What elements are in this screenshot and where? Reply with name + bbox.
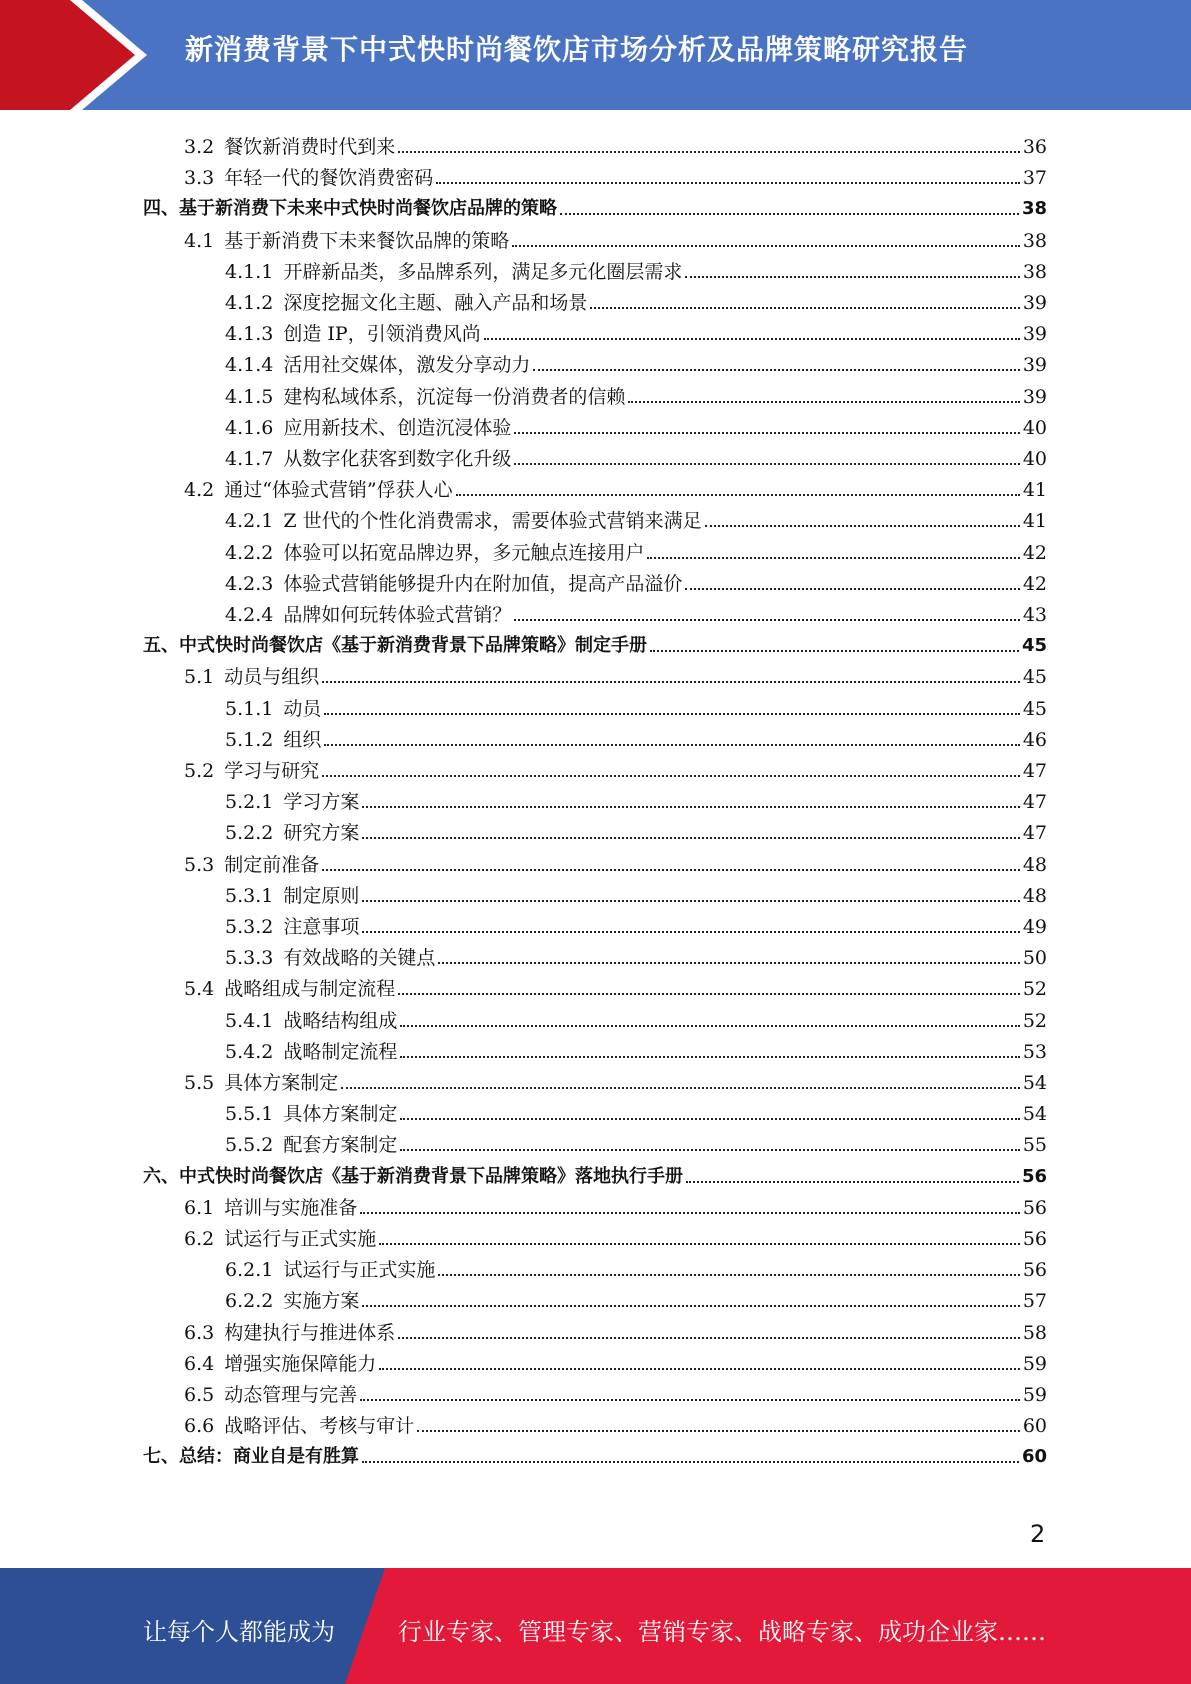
toc-entry-number: 6.5 bbox=[184, 1384, 215, 1406]
toc-leader-dots bbox=[533, 369, 1019, 371]
toc-entry[interactable] bbox=[184, 1220, 1047, 1251]
toc-leader-dots bbox=[417, 1430, 1020, 1432]
toc-entry[interactable] bbox=[184, 752, 1047, 783]
toc-leader-dots bbox=[686, 1181, 1019, 1183]
toc-entry-title: 动员与组织 bbox=[224, 666, 320, 689]
toc-leader-dots bbox=[341, 1087, 1020, 1089]
toc-entry[interactable] bbox=[225, 814, 1047, 845]
toc-entry-title: 制定前准备 bbox=[224, 853, 320, 876]
toc-entry-number: 5.1.2 bbox=[225, 728, 274, 751]
toc-entry-title: 战略评估、考核与审计 bbox=[224, 1415, 415, 1438]
toc-entry[interactable] bbox=[184, 1314, 1047, 1345]
toc-entry-title: 体验可以拓宽品牌边界，多元触点连接用户 bbox=[283, 541, 645, 564]
toc-entry[interactable] bbox=[143, 190, 1047, 221]
toc-leader-dots bbox=[685, 588, 1019, 590]
toc-entry[interactable] bbox=[184, 1189, 1047, 1220]
toc-leader-dots bbox=[400, 1056, 1019, 1058]
toc-entry-title: 试运行与正式实施 bbox=[224, 1228, 377, 1250]
toc-leader-dots bbox=[362, 1305, 1019, 1307]
toc-entry-title: 制定原则 bbox=[283, 884, 360, 907]
toc-entry-number: 6.6 bbox=[184, 1415, 215, 1438]
toc-entry[interactable] bbox=[225, 1251, 1047, 1282]
toc-entry-page: 37 bbox=[1022, 167, 1047, 190]
toc-entry[interactable] bbox=[225, 565, 1047, 596]
toc-leader-dots bbox=[628, 401, 1019, 403]
toc-entry-title: 基于新消费下未来餐饮品牌的策略 bbox=[224, 229, 510, 252]
toc-leader-dots bbox=[512, 245, 1020, 247]
toc-entry-number: 5.5.2 bbox=[225, 1134, 274, 1157]
toc-entry-number: 5.4.2 bbox=[225, 1040, 274, 1063]
toc-entry[interactable] bbox=[225, 690, 1047, 721]
toc-entry-number: 4.2 bbox=[184, 479, 215, 502]
toc-entry-number: 4.1.4 bbox=[225, 354, 274, 377]
toc-leader-dots bbox=[362, 837, 1019, 839]
toc-entry-number: 4.1.1 bbox=[225, 260, 274, 283]
toc-entry-title: 五、中式快时尚餐饮店《基于新消费背景下品牌策略》制定手册 bbox=[143, 635, 647, 657]
toc-entry-number: 4.1 bbox=[184, 229, 215, 252]
toc-entry[interactable] bbox=[184, 471, 1047, 502]
toc-entry[interactable] bbox=[225, 1033, 1047, 1064]
toc-entry[interactable] bbox=[225, 284, 1047, 315]
toc-entry-title: 学习与研究 bbox=[224, 760, 320, 782]
document-title: 新消费背景下中式快时尚餐饮店市场分析及品牌策略研究报告 bbox=[185, 33, 969, 66]
toc-entry-title: 实施方案 bbox=[283, 1290, 360, 1313]
toc-leader-dots bbox=[322, 775, 1020, 777]
toc-entry-page: 56 bbox=[1022, 1259, 1047, 1282]
toc-entry-page: 42 bbox=[1022, 541, 1047, 564]
toc-entry-number: 6.1 bbox=[184, 1196, 215, 1219]
toc-entry-title: Z 世代的个性化消费需求，需要体验式营销来满足 bbox=[283, 510, 702, 533]
toc-entry-title: 配套方案制定 bbox=[283, 1134, 398, 1157]
header-banner bbox=[0, 0, 1191, 110]
toc-entry-page: 45 bbox=[1022, 697, 1047, 720]
toc-entry-title: 注意事项 bbox=[283, 916, 360, 938]
toc-entry-number: 5.1 bbox=[184, 666, 215, 689]
footer-banner bbox=[0, 1568, 1191, 1684]
toc-entry-number: 4.2.1 bbox=[225, 510, 274, 533]
page-number: 2 bbox=[1030, 1520, 1046, 1548]
toc-entry[interactable] bbox=[225, 877, 1047, 908]
toc-entry-number: 4.1.6 bbox=[225, 416, 274, 439]
toc-leader-dots bbox=[436, 182, 1020, 184]
toc-entry-page: 41 bbox=[1022, 479, 1047, 502]
toc-entry-title: 试运行与正式实施 bbox=[283, 1259, 436, 1282]
toc-leader-dots bbox=[647, 557, 1019, 559]
toc-leader-dots bbox=[324, 713, 1019, 715]
toc-entry[interactable] bbox=[184, 1407, 1047, 1438]
toc-entry-page: 48 bbox=[1022, 884, 1047, 907]
toc-entry-title: 建构私域体系，沉淀每一份消费者的信赖 bbox=[283, 385, 626, 408]
toc-leader-dots bbox=[438, 962, 1019, 964]
toc-entry-number: 4.1.2 bbox=[225, 292, 274, 314]
toc-leader-dots bbox=[456, 494, 1020, 496]
toc-entry-page: 52 bbox=[1022, 978, 1047, 1001]
toc-entry-title: 体验式营销能够提升内在附加值，提高产品溢价 bbox=[283, 572, 683, 595]
toc-entry-number: 5.3.1 bbox=[225, 884, 274, 907]
toc-entry-number: 5.3.3 bbox=[225, 947, 274, 970]
footer-roles: 行业专家、管理专家、营销专家、战略专家、成功企业家…… bbox=[398, 1618, 1046, 1646]
toc-entry[interactable] bbox=[184, 1376, 1047, 1407]
toc-leader-dots bbox=[324, 744, 1019, 746]
toc-entry-title: 学习方案 bbox=[283, 791, 360, 814]
toc-entry-title: 四、基于新消费下未来中式快时尚餐饮店品牌的策略 bbox=[143, 198, 557, 220]
toc-entry-title: 年轻一代的餐饮消费密码 bbox=[224, 167, 434, 190]
toc-entry-number: 5.5 bbox=[184, 1072, 215, 1094]
toc-entry-title: 品牌如何玩转体验式营销？ bbox=[283, 604, 512, 626]
toc-leader-dots bbox=[438, 1274, 1019, 1276]
toc-entry-number: 6.4 bbox=[184, 1352, 215, 1375]
toc-leader-dots bbox=[398, 993, 1020, 995]
toc-entry-number: 5.2.2 bbox=[225, 822, 274, 845]
toc-entry[interactable] bbox=[225, 721, 1047, 752]
toc-entry-page: 49 bbox=[1022, 916, 1047, 938]
toc-entry-page: 41 bbox=[1022, 510, 1047, 533]
toc-entry-page: 45 bbox=[1022, 666, 1047, 689]
toc-leader-dots bbox=[514, 432, 1019, 434]
footer-slogan: 让每个人都能成为 bbox=[143, 1618, 335, 1646]
toc-entry-number: 5.2 bbox=[184, 760, 215, 782]
toc-entry-page: 43 bbox=[1022, 604, 1047, 626]
toc-entry-title: 具体方案制定 bbox=[283, 1103, 398, 1126]
toc-entry-number: 4.1.5 bbox=[225, 385, 274, 408]
toc-entry-page: 56 bbox=[1021, 1165, 1047, 1187]
toc-entry-title: 构建执行与推进体系 bbox=[224, 1321, 396, 1344]
toc-entry-page: 58 bbox=[1022, 1321, 1047, 1344]
toc-entry[interactable] bbox=[225, 596, 1047, 627]
toc-entry-number: 4.2.2 bbox=[225, 541, 274, 564]
toc-entry-number: 5.4.1 bbox=[225, 1009, 274, 1032]
toc-entry-page: 57 bbox=[1022, 1290, 1047, 1313]
toc-entry-title: 餐饮新消费时代到来 bbox=[224, 136, 396, 158]
toc-entry[interactable] bbox=[184, 128, 1047, 159]
toc-leader-dots bbox=[360, 1399, 1020, 1401]
toc-entry-page: 40 bbox=[1022, 416, 1047, 439]
toc-entry[interactable] bbox=[225, 378, 1047, 409]
toc-entry[interactable] bbox=[184, 658, 1047, 689]
toc-leader-dots bbox=[398, 1337, 1020, 1339]
toc-entry[interactable] bbox=[225, 346, 1047, 377]
toc-entry[interactable] bbox=[225, 534, 1047, 565]
toc-entry-page: 50 bbox=[1022, 947, 1047, 970]
toc-entry-title: 有效战略的关键点 bbox=[283, 947, 436, 970]
toc-entry-title: 动员 bbox=[283, 697, 322, 720]
toc-entry[interactable] bbox=[143, 1158, 1047, 1189]
toc-entry-page: 38 bbox=[1022, 229, 1047, 252]
toc-entry-number: 6.3 bbox=[184, 1321, 215, 1344]
toc-entry-page: 56 bbox=[1022, 1196, 1047, 1219]
toc-entry-number: 4.1.3 bbox=[225, 323, 274, 346]
toc-leader-dots bbox=[400, 1149, 1019, 1151]
toc-entry-number: 5.5.1 bbox=[225, 1103, 274, 1126]
toc-entry[interactable] bbox=[143, 627, 1047, 658]
toc-entry-page: 54 bbox=[1022, 1072, 1047, 1094]
toc-entry-title: 培训与实施准备 bbox=[224, 1196, 358, 1219]
toc-entry-number: 5.3 bbox=[184, 853, 215, 876]
header-chevron-icon bbox=[0, 0, 160, 110]
toc-entry-title: 增强实施保障能力 bbox=[224, 1352, 377, 1375]
toc-leader-dots bbox=[322, 681, 1020, 683]
toc-entry-number: 4.1.7 bbox=[225, 448, 274, 470]
toc-entry[interactable] bbox=[225, 1126, 1047, 1157]
toc-entry-page: 47 bbox=[1022, 791, 1047, 814]
toc-entry-page: 59 bbox=[1022, 1384, 1047, 1406]
toc-entry-title: 动态管理与完善 bbox=[224, 1384, 358, 1406]
toc-leader-dots bbox=[705, 525, 1020, 527]
toc-entry-title: 通过“体验式营销”俘获人心 bbox=[224, 479, 453, 502]
toc-entry-number: 5.1.1 bbox=[225, 697, 274, 720]
toc-entry-page: 54 bbox=[1022, 1103, 1047, 1126]
toc-leader-dots bbox=[590, 307, 1019, 309]
toc-entry[interactable] bbox=[184, 846, 1047, 877]
toc-entry-number: 3.3 bbox=[184, 167, 215, 190]
toc-entry-page: 40 bbox=[1022, 448, 1047, 470]
toc-leader-dots bbox=[484, 338, 1020, 340]
toc-entry-title: 战略组成与制定流程 bbox=[224, 978, 396, 1001]
toc-entry[interactable] bbox=[184, 1345, 1047, 1376]
toc-entry-title: 深度挖掘文化主题、融入产品和场景 bbox=[283, 292, 588, 314]
toc-entry-number: 3.2 bbox=[184, 136, 215, 158]
toc-leader-dots bbox=[514, 619, 1019, 621]
toc-leader-dots bbox=[650, 650, 1019, 652]
toc-entry-number: 4.2.3 bbox=[225, 572, 274, 595]
toc-entry[interactable] bbox=[143, 1438, 1047, 1469]
toc-entry-page: 53 bbox=[1022, 1040, 1047, 1063]
toc-entry[interactable] bbox=[184, 159, 1047, 190]
toc-entry[interactable] bbox=[184, 222, 1047, 253]
toc-entry-page: 42 bbox=[1022, 572, 1047, 595]
toc-entry-title: 组织 bbox=[283, 728, 322, 751]
toc-entry[interactable] bbox=[225, 440, 1047, 471]
toc-entry-page: 47 bbox=[1022, 760, 1047, 782]
toc-entry-page: 56 bbox=[1022, 1228, 1047, 1250]
toc-entry-page: 60 bbox=[1022, 1415, 1047, 1438]
toc-entry-number: 6.2 bbox=[184, 1228, 215, 1250]
toc-entry-title: 战略制定流程 bbox=[283, 1040, 398, 1063]
toc-entry[interactable] bbox=[225, 1282, 1047, 1313]
toc-leader-dots bbox=[398, 151, 1020, 153]
toc-entry-page: 47 bbox=[1022, 822, 1047, 845]
toc-entry-number: 5.2.1 bbox=[225, 791, 274, 814]
toc-entry-title: 应用新技术、创造沉浸体验 bbox=[283, 416, 512, 439]
toc-entry[interactable] bbox=[184, 970, 1047, 1001]
toc-entry-page: 38 bbox=[1021, 198, 1047, 220]
toc-entry-page: 39 bbox=[1022, 385, 1047, 408]
toc-entry-page: 38 bbox=[1022, 260, 1047, 283]
toc-leader-dots bbox=[514, 463, 1019, 465]
toc-entry[interactable] bbox=[225, 1002, 1047, 1033]
toc-leader-dots bbox=[322, 869, 1020, 871]
toc-entry-title: 创造 IP，引领消费风尚 bbox=[283, 323, 481, 346]
toc-entry-page: 46 bbox=[1022, 728, 1047, 751]
toc-leader-dots bbox=[362, 1461, 1019, 1463]
toc-entry-page: 52 bbox=[1022, 1009, 1047, 1032]
toc-entry[interactable] bbox=[225, 502, 1047, 533]
toc-entry-page: 59 bbox=[1022, 1352, 1047, 1375]
toc-leader-dots bbox=[400, 1118, 1019, 1120]
toc-entry-page: 55 bbox=[1022, 1134, 1047, 1157]
toc-entry-number: 6.2.2 bbox=[225, 1290, 274, 1313]
toc-entry-page: 45 bbox=[1021, 635, 1047, 657]
toc-entry[interactable] bbox=[225, 409, 1047, 440]
toc-leader-dots bbox=[360, 1212, 1020, 1214]
toc-leader-dots bbox=[379, 1368, 1020, 1370]
toc-leader-dots bbox=[400, 1025, 1019, 1027]
toc-entry-page: 36 bbox=[1022, 136, 1047, 158]
toc-entry[interactable] bbox=[225, 939, 1047, 970]
toc-entry-number: 6.2.1 bbox=[225, 1259, 274, 1282]
toc-leader-dots bbox=[362, 931, 1019, 933]
toc-entry-title: 从数字化获客到数字化升级 bbox=[283, 448, 512, 470]
toc-entry-title: 研究方案 bbox=[283, 822, 360, 845]
toc-entry-page: 39 bbox=[1022, 354, 1047, 377]
toc-entry-number: 5.3.2 bbox=[225, 916, 274, 938]
toc-entry-title: 战略结构组成 bbox=[283, 1009, 398, 1032]
toc-entry[interactable] bbox=[225, 783, 1047, 814]
toc-entry-title: 六、中式快时尚餐饮店《基于新消费背景下品牌策略》落地执行手册 bbox=[143, 1165, 683, 1187]
toc-leader-dots bbox=[560, 213, 1019, 215]
toc-entry-number: 5.4 bbox=[184, 978, 215, 1001]
toc-entry-page: 60 bbox=[1021, 1446, 1047, 1468]
toc-entry-title: 活用社交媒体，激发分享动力 bbox=[283, 354, 531, 377]
toc-entry-page: 39 bbox=[1022, 292, 1047, 314]
toc-entry-number: 4.2.4 bbox=[225, 604, 274, 626]
toc-entry[interactable] bbox=[184, 1064, 1047, 1095]
toc-entry-title: 开辟新品类，多品牌系列，满足多元化圈层需求 bbox=[283, 260, 683, 283]
toc-leader-dots bbox=[362, 900, 1019, 902]
toc-entry[interactable] bbox=[225, 315, 1047, 346]
toc-entry-title: 七、总结：商业自是有胜算 bbox=[143, 1446, 359, 1468]
toc-leader-dots bbox=[362, 806, 1019, 808]
toc-entry[interactable] bbox=[225, 253, 1047, 284]
toc-leader-dots bbox=[685, 276, 1019, 278]
toc-entry-page: 48 bbox=[1022, 853, 1047, 876]
toc-entry-title: 具体方案制定 bbox=[224, 1072, 339, 1094]
toc-leader-dots bbox=[379, 1243, 1020, 1245]
toc-entry[interactable] bbox=[225, 908, 1047, 939]
toc-entry-page: 39 bbox=[1022, 323, 1047, 346]
toc-entry[interactable] bbox=[225, 1095, 1047, 1126]
